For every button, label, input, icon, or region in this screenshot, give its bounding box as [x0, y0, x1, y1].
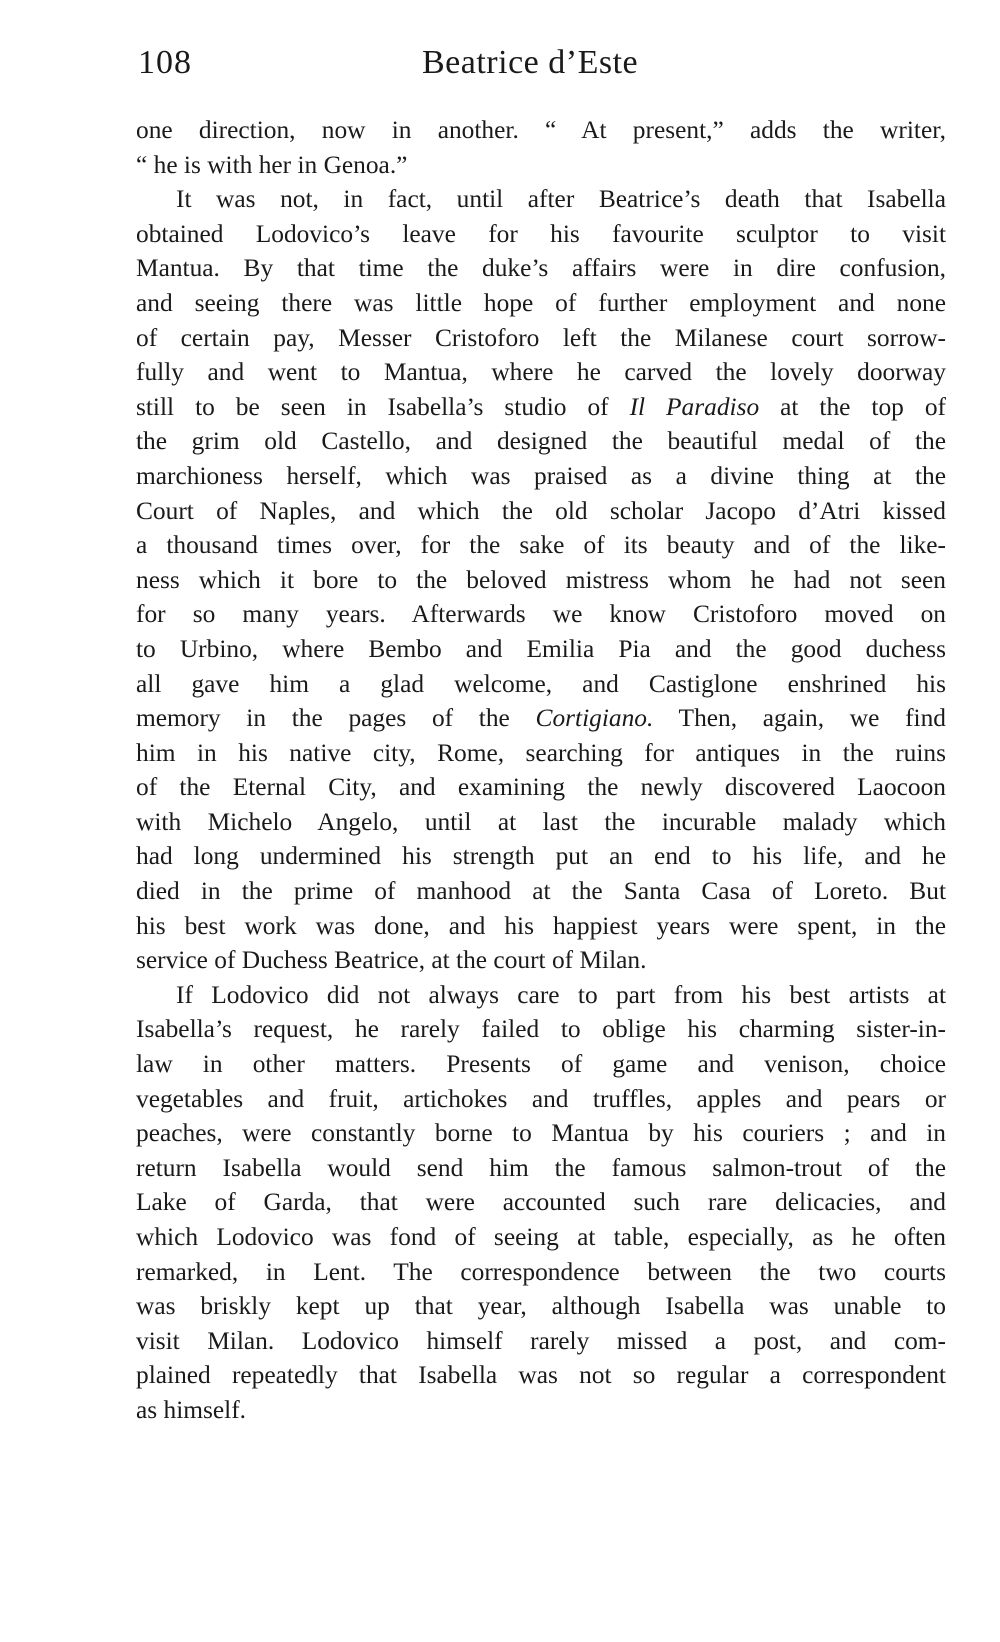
text-line: fully and went to Mantua, where he carved the lovely doorway [136, 358, 946, 387]
text-line: all gave him a glad welcome, and Castiglone enshrined his [136, 669, 946, 698]
text-segment: Then, again, we find [653, 704, 946, 733]
running-title: Beatrice d’Este [422, 44, 639, 81]
text-line: to Urbino, where Bembo and Emilia Pia and the good duchess [136, 634, 946, 663]
text-line: with Michelo Angelo, until at last the incurable malady which [136, 807, 946, 836]
text-line: of certain pay, Messer Cristoforo left the Milanese court sorrow- [136, 323, 946, 352]
text-line: ness which it bore to the beloved mistress whom he had not seen [136, 565, 946, 594]
text-line: obtained Lodovico’s leave for his favourite sculptor to visit [136, 219, 946, 248]
page-number: 108 [138, 44, 192, 81]
text-line: which Lodovico was fond of seeing at table, especially, as he often [136, 1223, 946, 1251]
text-line: for so many years. Afterwards we know Cristoforo moved on [136, 600, 946, 629]
text-line: return Isabella would send him the famous salmon-trout of the [136, 1153, 946, 1182]
text-line: law in other matters. Presents of game and venison, choice [136, 1050, 946, 1079]
italic-title: Cortigiano. [535, 704, 654, 733]
body-text [136, 113, 946, 1428]
text-line: as himself. [136, 1395, 247, 1424]
page-header [134, 44, 950, 94]
text-line: plained repeatedly that Isabella was not so regular a correspondent [136, 1361, 946, 1390]
text-line: If Lodovico did not always care to part from his best artists at [176, 980, 946, 1009]
text-line: his best work was done, and his happiest years were spent, in the [136, 911, 946, 940]
text-line [136, 390, 946, 425]
text-segment: at the top of [759, 392, 946, 421]
text-line: Mantua. By that time the duke’s affairs were in dire confusion, [136, 254, 946, 283]
text-line [136, 701, 946, 736]
text-segment: memory in the pages of the [136, 704, 536, 733]
text-segment: still to be seen in Isabella’s studio of [136, 392, 630, 421]
text-line: “ he is with her in Genoa.” [136, 150, 408, 179]
text-line: the grim old Castello, and designed the beautiful medal of the [136, 427, 946, 456]
text-line: Lake of Garda, that were accounted such rare delicacies, and [136, 1188, 946, 1217]
text-line: and seeing there was little hope of further employment and none [136, 288, 946, 317]
text-line: vegetables and fruit, artichokes and truffles, apples and pears or [136, 1084, 946, 1113]
text-line: a thousand times over, for the sake of its beauty and of the like- [136, 531, 946, 560]
text-line: had long undermined his strength put an end to his life, and he [136, 842, 946, 871]
text-line: remarked, in Lent. The correspondence between the two courts [136, 1257, 946, 1286]
text-line: Isabella’s request, he rarely failed to oblige his charming sister-in- [136, 1015, 946, 1044]
text-line: peaches, were constantly borne to Mantua by his couriers ; and in [136, 1119, 946, 1148]
text-line: him in his native city, Rome, searching for antiques in the ruins [136, 738, 946, 767]
italic-title: Il Paradiso [629, 392, 760, 421]
text-line: one direction, now in another. “ At present,” adds the writer, [136, 116, 946, 144]
text-line: Court of Naples, and which the old scholar Jacopo d’Atri kissed [136, 496, 946, 525]
text-line: died in the prime of manhood at the Santa Casa of Loreto. But [136, 877, 946, 906]
text-line: was briskly kept up that year, although Isabella was unable to [136, 1292, 946, 1321]
text-line: of the Eternal City, and examining the newly discovered Laocoon [136, 773, 946, 802]
text-line: It was not, in fact, until after Beatrice’s death that Isabella [176, 185, 946, 214]
text-line: service of Duchess Beatrice, at the court of Milan. [136, 946, 647, 975]
text-line: marchioness herself, which was praised as a divine thing at the [136, 461, 946, 490]
text-line: visit Milan. Lodovico himself rarely missed a post, and com- [136, 1326, 946, 1355]
